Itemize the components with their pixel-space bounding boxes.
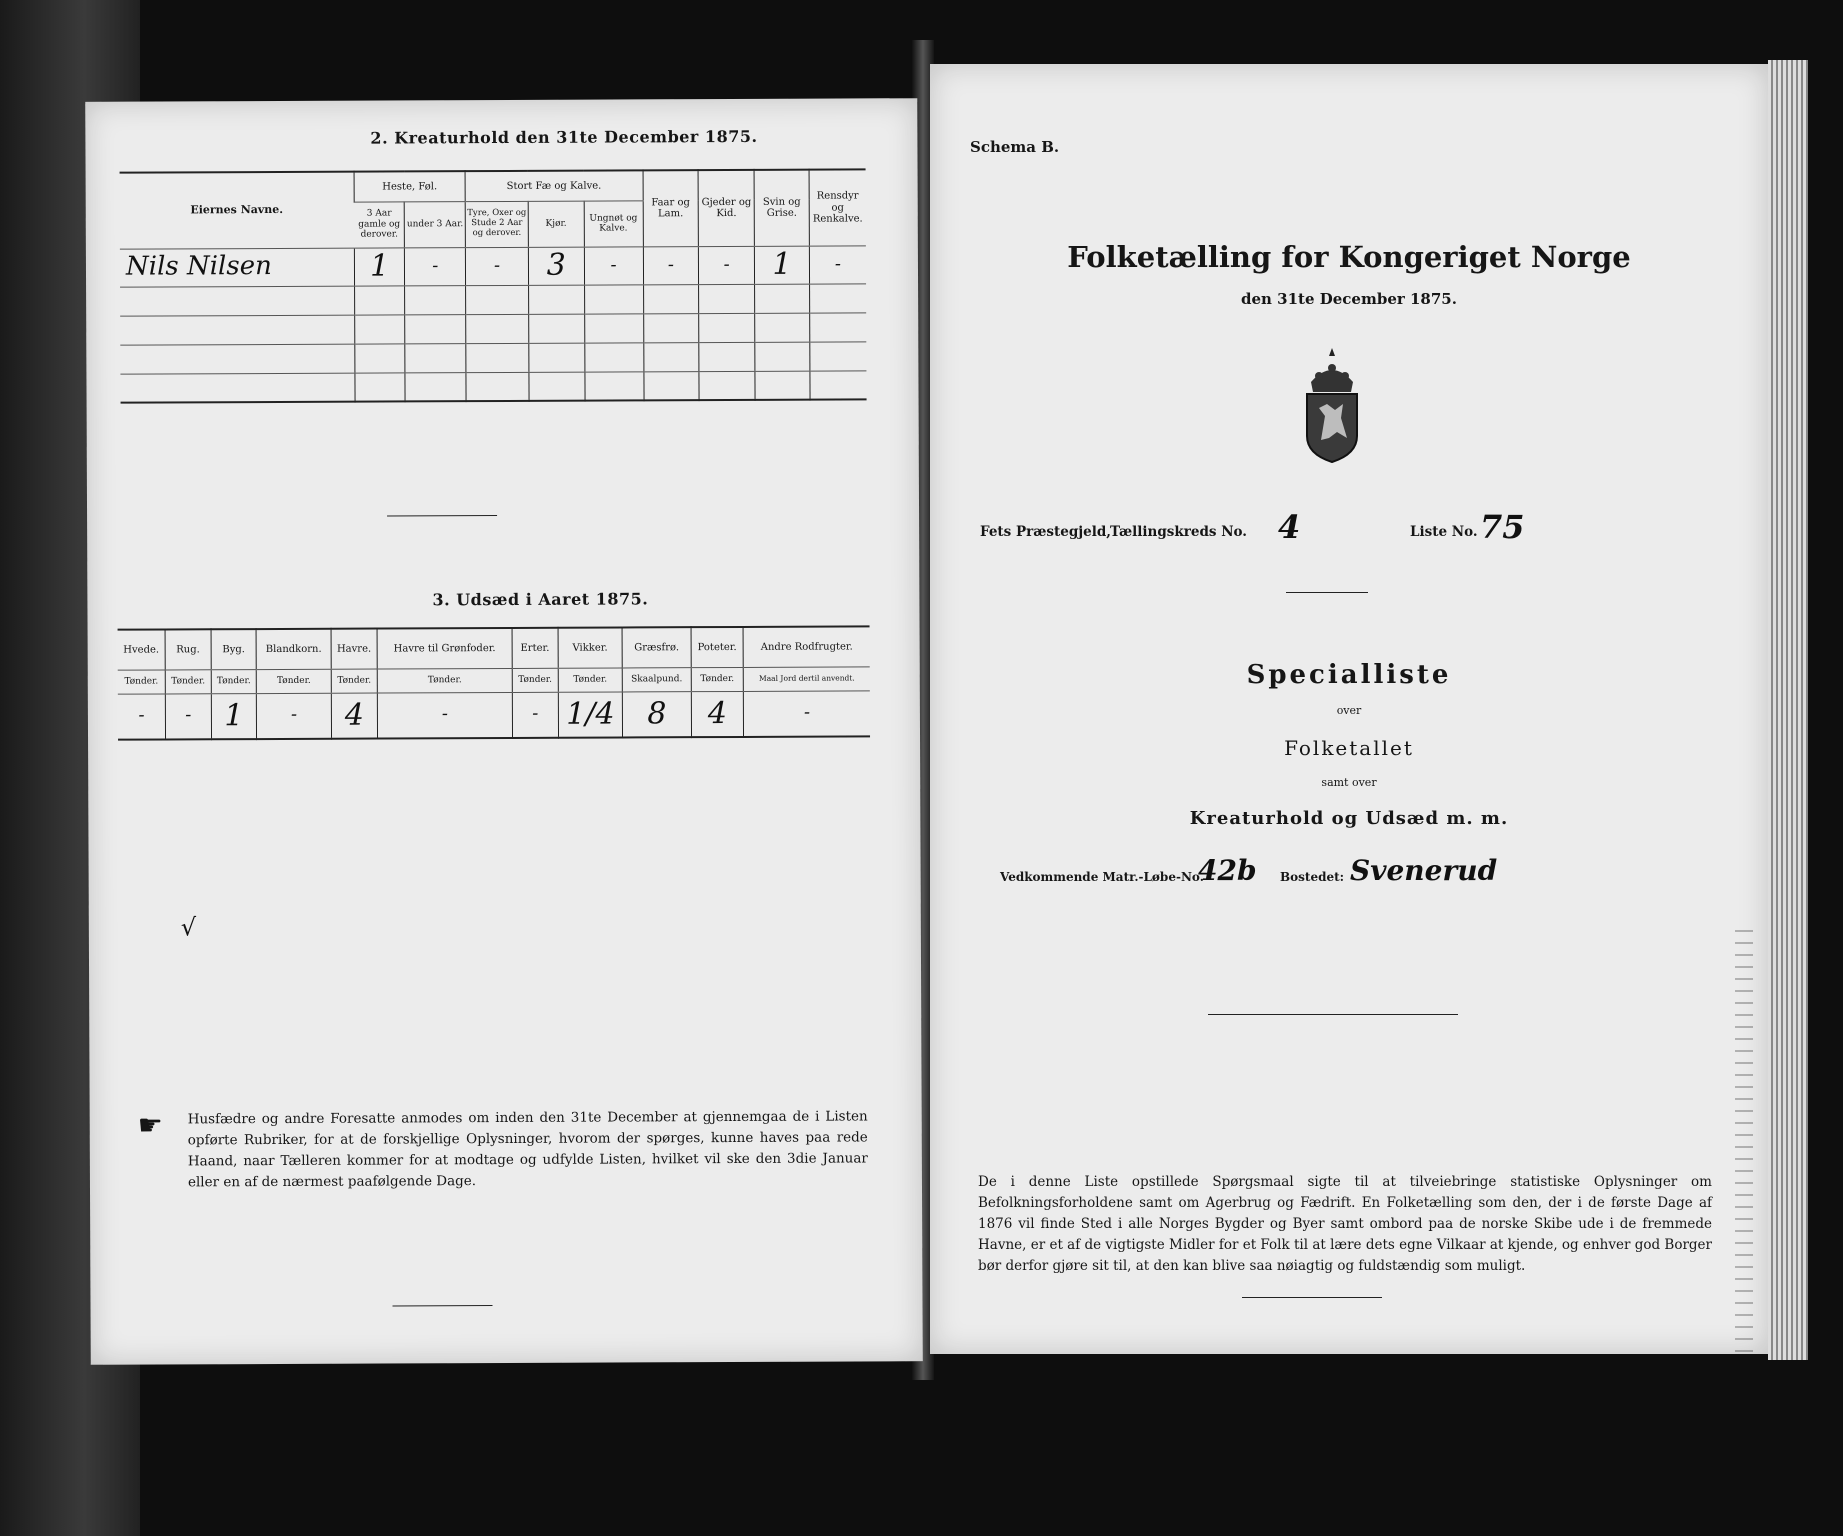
table-row (120, 283, 866, 315)
heste-group-header: Heste, Føl. (354, 171, 465, 201)
form-subtitle: den 31te December 1875. (1241, 290, 1457, 308)
seed-column-header: Hvede. (118, 629, 166, 669)
cell-tyre: - (466, 247, 529, 285)
cell-svin: 1 (755, 246, 810, 284)
table-row (120, 312, 866, 344)
seed-column-unit: Tønder. (118, 669, 166, 693)
bostedet-label: Bostedet: (1280, 870, 1345, 884)
cell-rensdyr: - (809, 245, 866, 283)
folketallet-title: Folketallet (1284, 736, 1414, 760)
rensdyr-header: Rensdyr og Renkalve. (809, 169, 866, 245)
seed-column-header: Græsfrø. (622, 627, 691, 667)
seed-column-header: Erter. (512, 628, 558, 668)
seed-column-unit: Tønder. (165, 669, 211, 693)
seed-value-cell: 4 (331, 693, 377, 739)
seed-value-cell: - (744, 690, 870, 737)
over-text: over (1336, 704, 1362, 717)
seed-column-header: Blandkorn. (256, 629, 331, 669)
seed-name-row (118, 626, 870, 669)
seed-value-cell: 4 (691, 691, 744, 737)
cell-faar: - (643, 246, 699, 284)
heste-3aar-header: 3 Aar gamle og derover. (354, 201, 405, 247)
table-row (118, 690, 870, 739)
seed-column-unit: Tønder. (377, 668, 512, 693)
section2-heading: 2. Kreaturhold den 31te December 1875. (370, 126, 758, 148)
seed-column-header: Havre. (331, 629, 377, 669)
seed-column-unit: Maal Jord dertil anvendt. (743, 666, 869, 691)
liste-label: Liste No. (1410, 524, 1478, 540)
seed-column-header: Havre til Grønfoder. (377, 628, 512, 669)
divider (1242, 1297, 1382, 1298)
margin-strip (1735, 920, 1753, 1360)
right-page (930, 64, 1768, 1354)
left-page (85, 98, 923, 1365)
kjor-header: Kjør. (528, 201, 584, 247)
seed-value-cell: - (257, 693, 332, 739)
cell-kjor: 3 (528, 247, 584, 285)
livestock-table (120, 168, 867, 403)
location-line (980, 508, 1720, 556)
coat-of-arms (1297, 346, 1367, 464)
seed-value-cell: 1/4 (558, 691, 623, 737)
liste-value: 75 (1480, 508, 1525, 546)
seed-table (118, 625, 870, 740)
seed-column-header: Rug. (165, 629, 211, 669)
seed-value-cell: - (512, 692, 558, 738)
seed-value-cell: - (377, 692, 512, 739)
faar-header: Faar og Lam. (643, 170, 699, 246)
seed-value-cell: 1 (211, 693, 257, 739)
divider (1208, 1014, 1458, 1015)
seed-column-unit: Skaalpund. (622, 667, 691, 691)
stort-fae-group-header: Stort Fæ og Kalve. (465, 170, 643, 201)
seed-column-header: Poteter. (691, 627, 744, 667)
table-row (120, 370, 866, 402)
check-mark: √ (180, 913, 197, 942)
seed-column-unit: Tønder. (512, 668, 558, 692)
bostedet-value: Svenerud (1350, 854, 1498, 887)
seed-value-cell: - (165, 693, 211, 739)
kreds-label: Tællingskreds No. (1110, 524, 1248, 540)
page-stack-edge (1768, 60, 1808, 1360)
form-title: Folketælling for Kongeriget Norge (1067, 240, 1631, 274)
cell-gjeder: - (699, 246, 755, 284)
seed-column-header: Vikker. (558, 627, 623, 667)
ungnot-header: Ungnøt og Kalve. (584, 200, 643, 246)
divider (1286, 592, 1368, 593)
prestegjeld-label: Fets Præstegjeld, (980, 524, 1112, 540)
samt-over-text: samt over (1321, 776, 1377, 789)
cell-ungnot: - (584, 246, 643, 284)
kreds-value: 4 (1278, 508, 1301, 546)
seed-column-header: Andre Rodfrugter. (743, 626, 869, 667)
table-row (120, 245, 866, 286)
owner-header: Eiernes Navne. (120, 172, 355, 249)
seed-value-cell: 8 (623, 691, 692, 737)
seed-column-unit: Tønder. (211, 669, 257, 693)
seed-column-unit: Tønder. (331, 669, 377, 693)
pointing-hand-icon: ☛ (137, 1108, 163, 1142)
seed-column-header: Byg. (211, 629, 257, 669)
cell-heste-3aar: 1 (354, 247, 405, 285)
cell-heste-under: - (405, 247, 466, 285)
footnote-text: Husfædre og andre Foresatte anmodes om inden den 31te December at gjennemgaa de i Listen opførte Rubriker, for at de forskjellige Oplysninger, hvorom der spørges, kunne haves paa rede Haand, naar Tælleren kommer for at modtage og udfylde Listen, hvilket vil ske den 3die Januar eller en af de nærmest paafølgende Dage. (187, 1108, 868, 1191)
matr-value: 42b (1198, 854, 1257, 887)
heste-under-header: under 3 Aar. (405, 201, 466, 247)
seed-column-unit: Tønder. (558, 667, 623, 691)
matr-label: Vedkommende Matr.-Løbe-No. (1000, 870, 1204, 884)
section3-heading: 3. Udsæd i Aaret 1875. (432, 589, 649, 610)
divider (393, 1305, 493, 1306)
schema-label: Schema B. (970, 138, 1060, 156)
seed-column-unit: Tønder. (691, 667, 744, 691)
information-paragraph: De i denne Liste opstillede Spørgsmaal sigte til at tilveiebringe statistiske Oplysninger om Befolkningsforholdene samt om Agerbrug og Fædrift. En Folketælling som den, der i de første Dage af 1876 vil finde Sted i alle Norges Bygder og Byer samt ombord paa de norske Skibe ude i de fremmede Havne, er et af de vigtigste Midler for et Folk til at lære dets egne Vilkaar at kjende, og enhver god Borger bør derfor gjøre sit til, at den kan blive saa nøiagtig og fuldstændig som muligt. (978, 1174, 1712, 1274)
seed-value-cell: - (118, 693, 166, 739)
seed-unit-row (118, 666, 870, 693)
specialliste-title: Specialliste (1246, 660, 1452, 690)
owner-name: Nils Nilsen (120, 248, 355, 287)
matrikkel-line (980, 856, 1720, 900)
svin-header: Svin og Grise. (754, 170, 809, 246)
gjeder-header: Gjeder og Kid. (698, 170, 754, 246)
divider (387, 515, 497, 516)
table-row (120, 341, 866, 373)
seed-column-unit: Tønder. (257, 669, 332, 693)
kreaturhold-title: Kreaturhold og Udsæd m. m. (1189, 808, 1509, 829)
tyre-header: Tyre, Oxer og Stude 2 Aar og derover. (465, 201, 528, 247)
